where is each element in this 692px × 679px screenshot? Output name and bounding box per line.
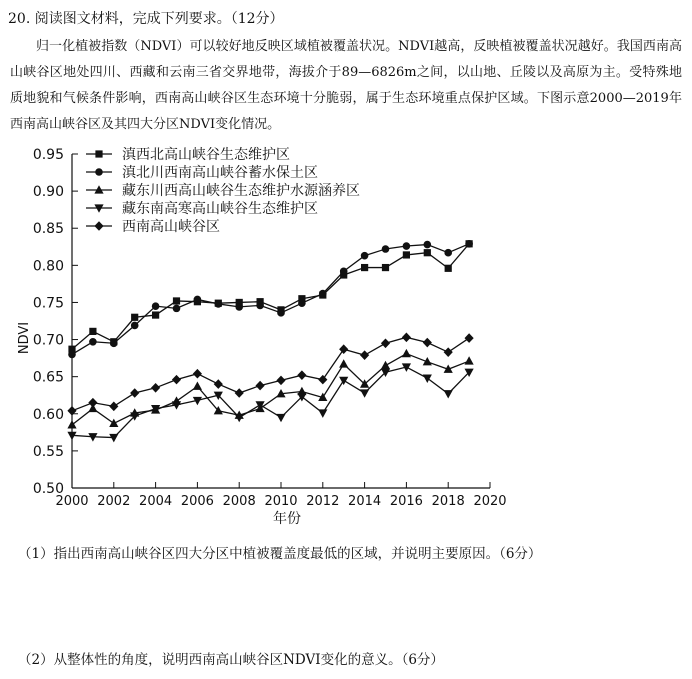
data-point bbox=[382, 264, 389, 271]
data-point bbox=[256, 381, 265, 391]
data-point bbox=[339, 377, 348, 385]
chart-series bbox=[67, 240, 473, 442]
data-point bbox=[361, 264, 368, 271]
data-point bbox=[298, 299, 306, 307]
legend-label: 藏东川西高山峡谷生态维护水源涵养区 bbox=[122, 183, 360, 199]
x-tick-label: 2010 bbox=[264, 494, 298, 509]
data-point bbox=[109, 434, 118, 442]
data-point bbox=[339, 359, 348, 367]
y-tick-label: 0.90 bbox=[32, 184, 64, 201]
data-point bbox=[277, 309, 285, 317]
question-header: 20. 阅读图文材料，完成下列要求。（12分） bbox=[8, 11, 284, 27]
data-point bbox=[67, 420, 76, 428]
y-axis-label: NDVI bbox=[17, 321, 32, 355]
series-line-5 bbox=[72, 337, 469, 410]
data-point bbox=[297, 370, 306, 380]
y-tick-label: 0.75 bbox=[32, 295, 64, 312]
y-tick-label: 0.80 bbox=[32, 258, 64, 275]
data-point bbox=[193, 382, 202, 390]
data-point bbox=[276, 414, 285, 422]
data-point bbox=[256, 401, 265, 409]
y-tick-label: 0.65 bbox=[32, 369, 64, 386]
data-point bbox=[403, 242, 411, 250]
data-point bbox=[235, 303, 243, 311]
legend-label: 滇西北高山峡谷生态维护区 bbox=[122, 147, 290, 163]
x-tick-label: 2012 bbox=[306, 494, 340, 509]
data-point bbox=[444, 347, 453, 357]
data-point bbox=[235, 388, 244, 398]
ndvi-line-chart bbox=[0, 138, 692, 530]
legend-label: 滇北川西南高山峡谷蓄水保土区 bbox=[122, 165, 318, 181]
data-point bbox=[131, 314, 138, 321]
data-point bbox=[152, 302, 160, 310]
legend-marker bbox=[94, 221, 103, 231]
data-point bbox=[276, 376, 285, 386]
data-point bbox=[194, 296, 202, 304]
data-point bbox=[88, 398, 97, 408]
data-point bbox=[193, 369, 202, 379]
data-point bbox=[465, 333, 474, 343]
x-tick-label: 2004 bbox=[139, 494, 173, 509]
legend-marker bbox=[95, 168, 103, 176]
y-tick-label: 0.85 bbox=[32, 221, 64, 238]
sub-question-1: （1）指出西南高山峡谷区四大分区中植被覆盖度最低的区域，并说明主要原因。（6分） bbox=[18, 546, 542, 562]
data-point bbox=[318, 375, 327, 385]
data-point bbox=[424, 241, 432, 249]
data-point bbox=[402, 349, 411, 357]
data-point bbox=[89, 328, 96, 335]
data-point bbox=[319, 290, 327, 298]
legend-label: 藏东南高寒高山峡谷生态维护区 bbox=[122, 201, 318, 217]
data-point bbox=[152, 311, 159, 318]
data-point bbox=[360, 350, 369, 360]
data-point bbox=[256, 302, 264, 310]
y-tick-label: 0.95 bbox=[32, 147, 64, 163]
data-point bbox=[131, 322, 139, 330]
data-point bbox=[424, 249, 431, 256]
data-point bbox=[361, 252, 369, 260]
data-point bbox=[151, 383, 160, 393]
data-point bbox=[318, 409, 327, 417]
x-tick-label: 2016 bbox=[389, 494, 423, 509]
x-axis-label: 年份 bbox=[273, 511, 301, 527]
series-line-1 bbox=[72, 244, 469, 349]
data-point bbox=[403, 251, 410, 258]
y-tick-label: 0.70 bbox=[32, 332, 64, 349]
data-point bbox=[402, 333, 411, 343]
x-tick-label: 2000 bbox=[55, 494, 89, 509]
sub-question-2: （2）从整体性的角度，说明西南高山峡谷区NDVI变化的意义。（6分） bbox=[18, 652, 444, 668]
data-point bbox=[444, 249, 452, 257]
data-point bbox=[130, 388, 139, 398]
y-tick-label: 0.60 bbox=[32, 406, 64, 423]
question-paragraph: 归一化植被指数（NDVI）可以较好地反映区域植被覆盖状况。NDVI越高，反映植被覆盖状况越好。我国西南高山峡谷区地处四川、西藏和云南三省交界地带，海拔介于89—6826m之间，以山地、丘陵以及高原为主。受特殊地质地貌和气候条件影响，西南高山峡谷区生态环境十分脆弱，属于生态环境重点保护区域。下图示意2000—2019年西南高山峡谷区及其四大分区NDVI变化情况。 bbox=[10, 39, 682, 132]
data-point bbox=[465, 356, 474, 364]
y-tick-label: 0.50 bbox=[32, 481, 64, 497]
legend-marker bbox=[95, 150, 102, 157]
data-point bbox=[110, 339, 118, 347]
data-point bbox=[215, 300, 223, 308]
data-point bbox=[68, 351, 76, 359]
data-point bbox=[360, 389, 369, 397]
data-point bbox=[465, 240, 473, 248]
data-point bbox=[214, 379, 223, 389]
data-point bbox=[173, 305, 181, 313]
data-point bbox=[381, 338, 390, 348]
chart-legend bbox=[86, 146, 360, 235]
data-point bbox=[423, 338, 432, 348]
data-point bbox=[340, 267, 348, 275]
data-point bbox=[173, 297, 180, 304]
data-point bbox=[445, 265, 452, 272]
legend-label: 西南高山峡谷区 bbox=[122, 219, 220, 235]
series-line-4 bbox=[72, 367, 469, 438]
x-tick-label: 2014 bbox=[348, 494, 382, 509]
y-tick-label: 0.55 bbox=[32, 443, 64, 460]
x-tick-label: 2008 bbox=[222, 494, 256, 509]
data-point bbox=[423, 375, 432, 383]
data-point bbox=[109, 402, 118, 412]
x-tick-label: 2002 bbox=[97, 494, 131, 509]
x-tick-label: 2020 bbox=[473, 494, 507, 509]
data-point bbox=[89, 338, 97, 346]
data-point bbox=[109, 419, 118, 427]
data-point bbox=[382, 245, 390, 253]
x-tick-label: 2018 bbox=[431, 494, 465, 509]
data-point bbox=[339, 344, 348, 354]
data-point bbox=[381, 361, 390, 369]
data-point bbox=[172, 375, 181, 385]
data-point bbox=[444, 390, 453, 398]
x-tick-label: 2006 bbox=[180, 494, 214, 509]
